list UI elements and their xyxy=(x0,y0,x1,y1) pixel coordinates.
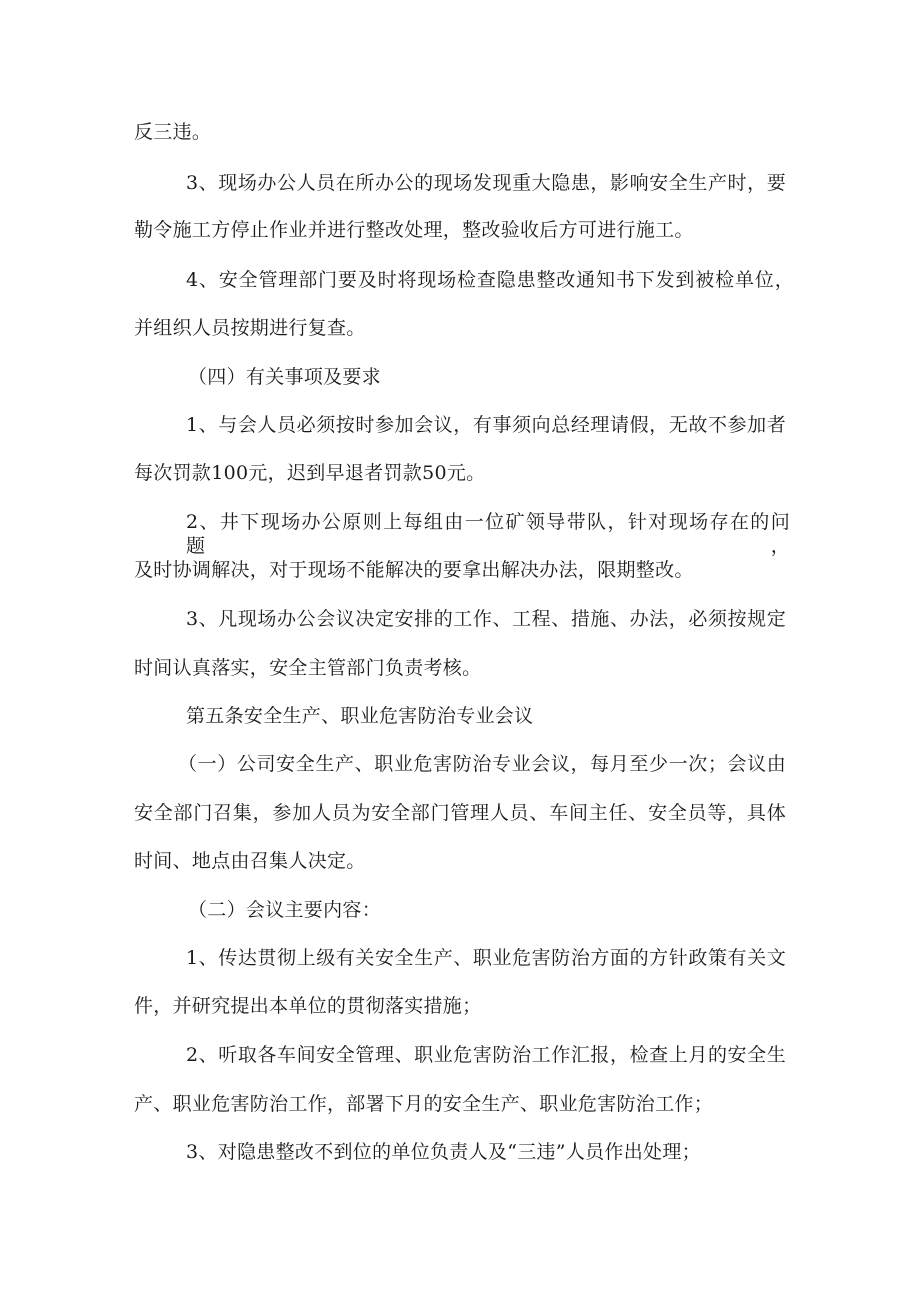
text-line-7: 1、与会人员必须按时参加会议，有事须向总经理请假，无故不参加者 xyxy=(186,414,786,436)
text-line-21: 产、职业危害防治工作，部署下月的安全生产、职业危害防治工作； xyxy=(134,1093,714,1115)
text-line-14: （一）公司安全生产、职业危害防治专业会议，每月至少一次；会议由 xyxy=(178,753,786,775)
section-heading-4: （四）有关事项及要求 xyxy=(188,366,382,388)
text-line-15: 安全部门召集，参加人员为安全部门管理人员、车间主任、安全员等，具体 xyxy=(134,802,786,824)
text-line-18: 1、传达贯彻上级有关安全生产、职业危害防治方面的方针政策有关文 xyxy=(186,947,786,969)
text-line-11: 3、凡现场办公会议决定安排的工作、工程、措施、办法，必须按规定 xyxy=(186,608,786,630)
text-line-1: 反三违。 xyxy=(134,121,212,143)
section-heading-2: （二）会议主要内容： xyxy=(188,899,382,921)
text-line-20: 2、听取各车间安全管理、职业危害防治工作汇报，检查上月的安全生 xyxy=(186,1044,786,1066)
text-line-16: 时间、地点由召集人决定。 xyxy=(134,850,366,872)
text-line-2: 3、现场办公人员在所办公的现场发现重大隐患，影响安全生产时，要 xyxy=(186,172,786,194)
text-line-9: 2、井下现场办公原则上每组由一位矿领导带队，针对现场存在的问题， xyxy=(186,511,790,557)
text-line-19: 件，并研究提出本单位的贯彻落实措施； xyxy=(134,995,482,1017)
text-line-22: 3、对隐患整改不到位的单位负责人及“三违”人员作出处理； xyxy=(186,1141,701,1163)
text-line-5: 并组织人员按期进行复查。 xyxy=(134,317,366,339)
text-line-4: 4、安全管理部门要及时将现场检查隐患整改通知书下发到被检单位， xyxy=(186,269,794,291)
article-heading-5: 第五条安全生产、职业危害防治专业会议 xyxy=(186,705,534,727)
text-line-12: 时间认真落实，安全主管部门负责考核。 xyxy=(134,657,482,679)
text-line-10: 及时协调解决，对于现场不能解决的要拿出解决办法，限期整改。 xyxy=(134,559,694,581)
text-line-8: 每次罚款100元，迟到早退者罚款50元。 xyxy=(134,462,486,484)
text-line-3: 勒令施工方停止作业并进行整改处理，整改验收后方可进行施工。 xyxy=(134,219,694,241)
